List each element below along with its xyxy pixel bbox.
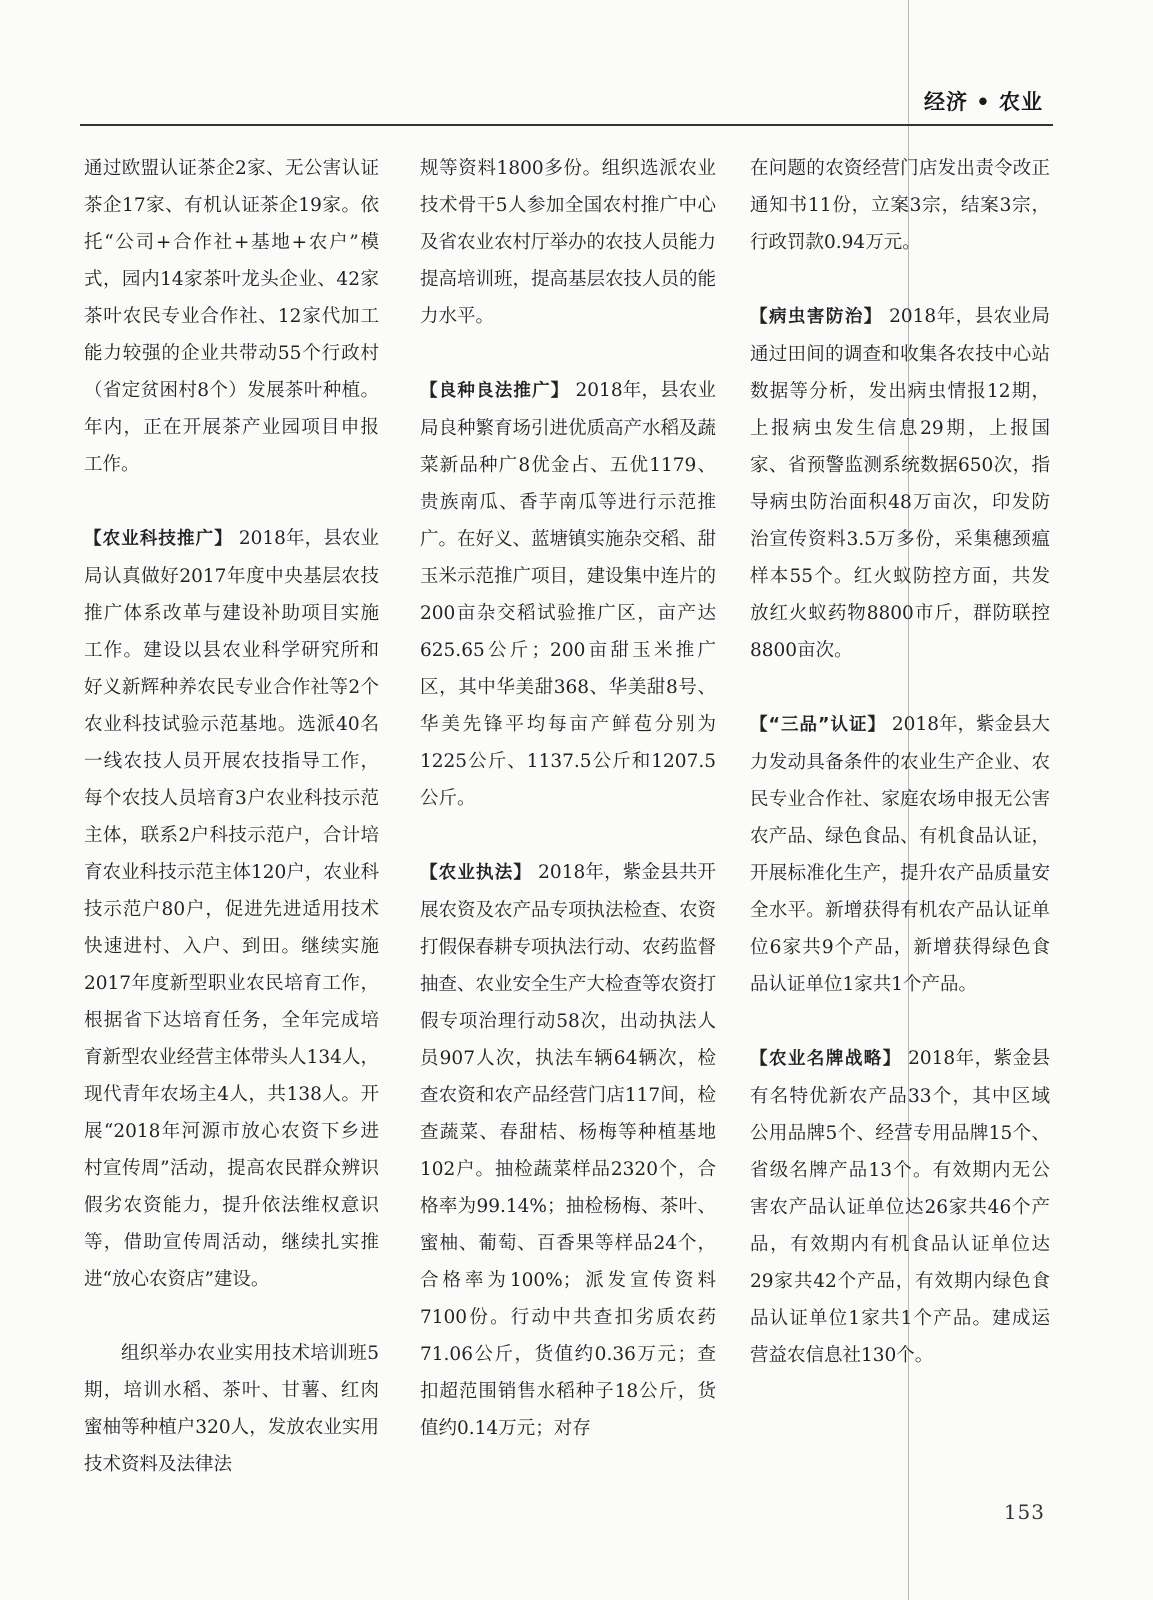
section-body: 2018年，县农业局通过田间的调查和收集各农技中心站数据等分析，发出病虫情报12期，上报病虫发生信息29期，上报国家、省预警监测系统数据650次，指导病虫防治面积48万亩次，印发防治宣传资料3.5万多份，采集穗颈瘟样本55个。红火蚁防控方面，共发放红火蚁药物8800市斤，群防联控8800亩次。	[750, 306, 1050, 661]
section-agri-law-enforcement	[420, 854, 716, 1447]
section-brand-strategy	[750, 1040, 1050, 1374]
column-2	[420, 150, 716, 1447]
paragraph-tea-certification: 通过欧盟认证茶企2家、无公害认证茶企17家、有机认证茶企19家。依托“公司+合作社+基地+农户”模式，园内14家茶叶龙头企业、42家茶叶农民专业合作社、12家代加工能力较强的企业共带动55个行政村（省定贫困村8个）发展茶叶种植。年内，正在开展茶产业园项目申报工作。	[84, 158, 379, 475]
section-three-products-certification	[750, 706, 1050, 1003]
section-body: 2018年，紫金县有名特优新农产品33个，其中区域公用品牌5个、经营专用品牌15个、省级名牌产品13个。有效期内无公害农产品认证单位达26家共46个产品，有效期内有机食品认证单位达29家共42个产品，有效期内绿色食品认证单位1家共1个产品。建成运营益农信息社130个。	[750, 1048, 1050, 1366]
section-body: 2018年，县农业局认真做好2017年度中央基层农技推广体系改革与建设补助项目实施工作。建设以县农业科学研究所和好义新辉种养农民专业合作社等2个农业科技试验示范基地。选派40名一线农技人员开展农技指导工作，每个农技人员培育3户农业科技示范主体，联系2户科技示范户，合计培育农业科技示范主体120户，农业科技示范户80户，促进先进适用技术快速进村、入户、到田。继续实施2017年度新型职业农民培育工作，根据省下达培育任务，全年完成培育新型农业经营主体带头人134人，现代青年农场主4人，共138人。开展“2018年河源市放心农资下乡进村宣传周”活动，提高农民群众辨识假劣农资能力，提升依法维权意识等，借助宣传周活动，继续扎实推进“放心农资店”建设。	[84, 528, 379, 1290]
column-3	[750, 150, 1050, 1374]
section-body: 2018年，紫金县共开展农资及农产品专项执法检查、农资打假保春耕专项执法行动、农药监督抽查、农业安全生产大检查等农资打假专项治理行动58次，出动执法人员907人次，执法车辆64辆次，检查农资和农产品经营门店117间，检查蔬菜、春甜桔、杨梅等种植基地102户。抽检蔬菜样品2320个，合格率为99.14%；抽检杨梅、茶叶、蜜柚、葡萄、百香果等样品24个，合格率为100%；派发宣传资料7100份。行动中共查扣劣质农药71.06公斤，货值约0.36万元；查扣超范围销售水稻种子18公斤，货值约0.14万元；对存	[420, 862, 717, 1439]
paragraph-training-continued: 规等资料1800多份。组织选派农业技术骨干5人参加全国农村推广中心及省农业农村厅举办的农技人员能力提高培训班，提高基层农技人员的能力水平。	[420, 158, 717, 327]
section-heading: 【农业名牌战略】	[750, 1049, 902, 1069]
section-seed-promotion	[420, 372, 716, 817]
page-number: 153	[1003, 1500, 1045, 1524]
paragraph-enforcement-continued: 在问题的农资经营门店发出责令改正通知书11份，立案3宗，结案3宗，行政罚款0.94万元。	[750, 158, 1050, 253]
section-heading: 【农业科技推广】	[84, 529, 233, 549]
section-agri-tech-promotion	[84, 520, 379, 1298]
section-pest-control	[750, 298, 1050, 669]
section-heading: 【病虫害防治】	[750, 307, 883, 327]
section-title: 经济 • 农业	[923, 90, 1043, 114]
section-body: 2018年，紫金县大力发动具备条件的农业生产企业、农民专业合作社、家庭农场申报无公害农产品、绿色食品、有机食品认证，开展标准化生产，提升农产品质量安全水平。新增获得有机农产品认证单位6家共9个产品，新增获得绿色食品认证单位1家共1个产品。	[750, 714, 1050, 995]
section-heading: 【良种良法推广】	[420, 381, 570, 401]
section-body: 2018年，县农业局良种繁育场引进优质高产水稻及蔬菜新品种广8优金占、五优1179、贵族南瓜、香芋南瓜等进行示范推广。在好义、蓝塘镇实施杂交稻、甜玉米示范推广项目，建设集中连片的200亩杂交稻试验推广区，亩产达625.65公斤；200亩甜玉米推广区，其中华美甜368、华美甜8号、华美先锋平均每亩产鲜苞分别为1225公斤、1137.5公斤和1207.5公斤。	[420, 380, 717, 809]
column-1	[84, 150, 379, 1483]
section-heading: 【“三品”认证】	[750, 715, 887, 735]
section-heading: 【农业执法】	[420, 863, 533, 883]
page-fold-line	[908, 0, 909, 1600]
paragraph-training: 组织举办农业实用技术培训班5期，培训水稻、茶叶、甘薯、红肉蜜柚等种植户320人，发放农业实用技术资料及法律法	[84, 1343, 379, 1475]
